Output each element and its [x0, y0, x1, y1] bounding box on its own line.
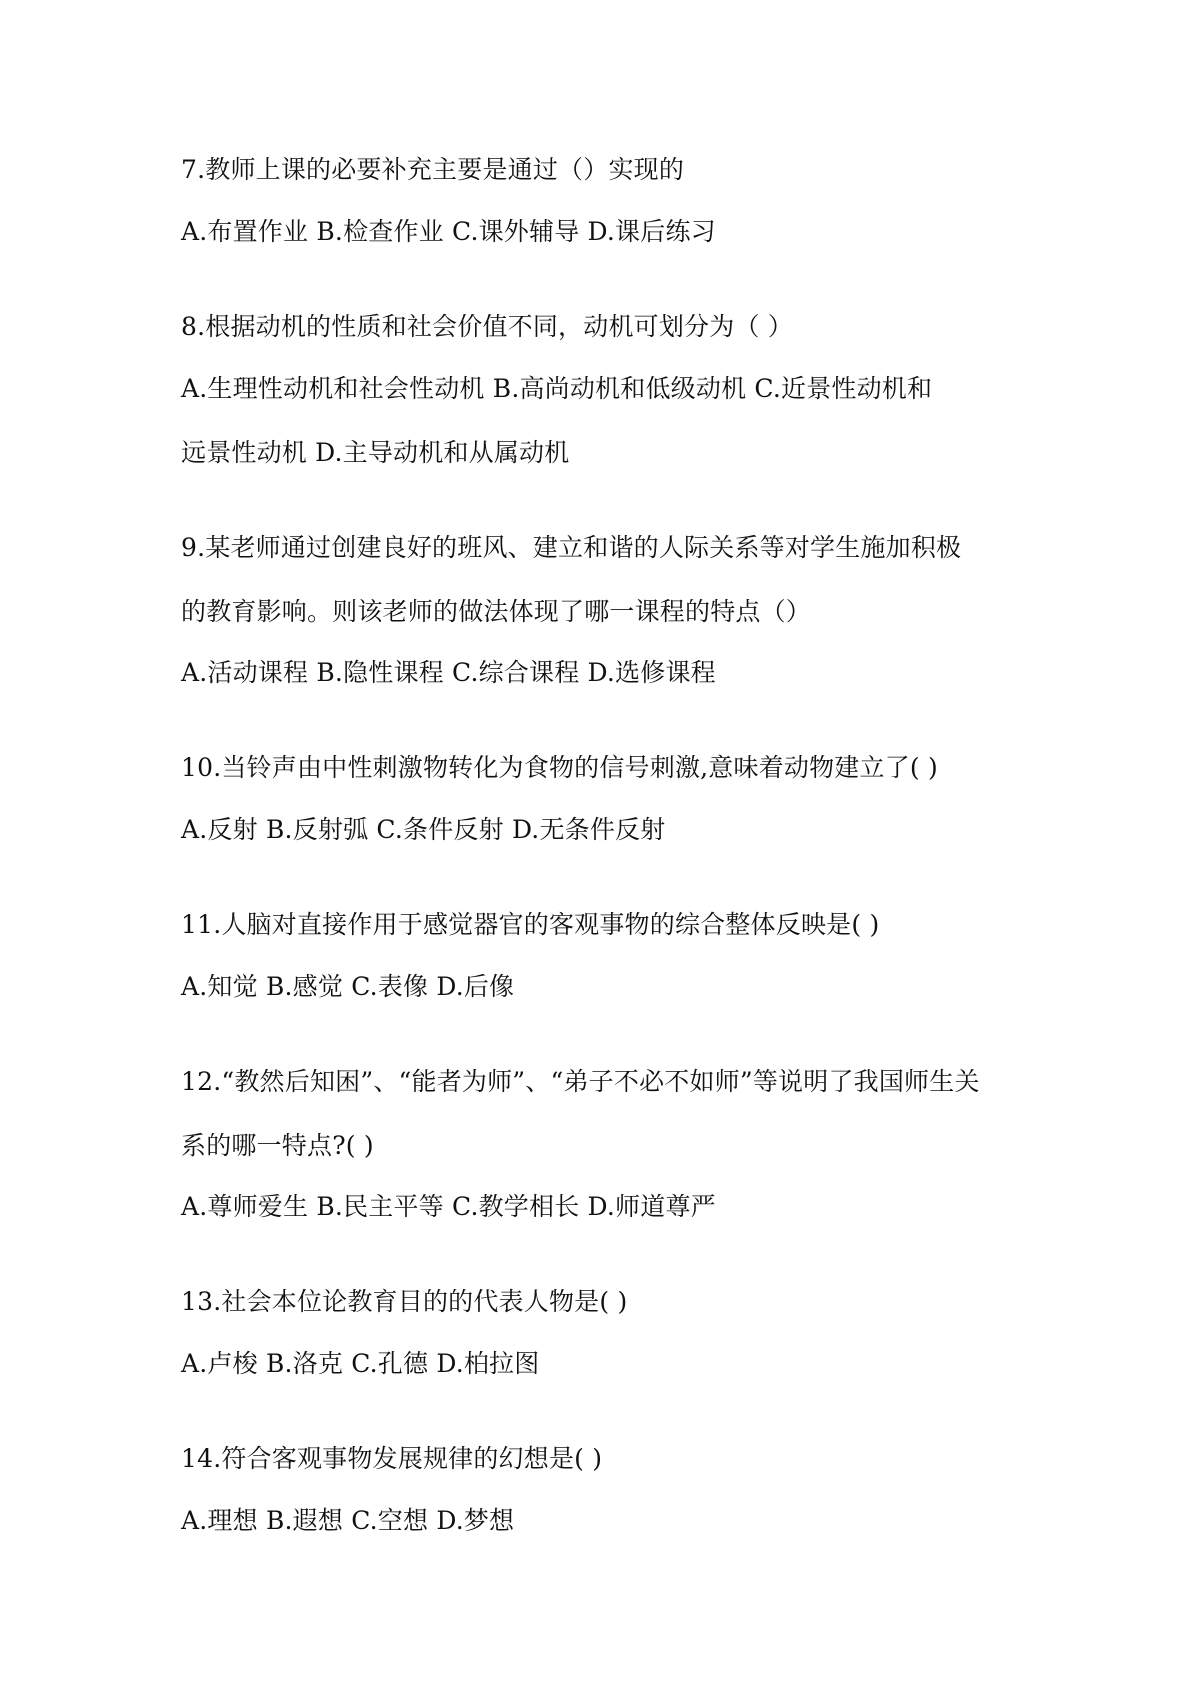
question-8-stem: 8.根据动机的性质和社会价值不同，动机可划分为（ ）: [181, 312, 794, 341]
question-12-options: A.尊师爱生 B.民主平等 C.教学相长 D.师道尊严: [181, 1192, 716, 1221]
question-11-options: A.知觉 B.感觉 C.表像 D.后像: [181, 972, 515, 1001]
question-14-stem: 14.符合客观事物发展规律的幻想是( ): [181, 1444, 603, 1473]
question-12-stem-continued: 系的哪一特点?( ): [181, 1131, 374, 1160]
question-8-options: A.生理性动机和社会性动机 B.高尚动机和低级动机 C.近景性动机和: [181, 374, 933, 403]
question-7-stem: 7.教师上课的必要补充主要是通过（）实现的: [181, 155, 685, 184]
question-12-stem: 12.“教然后知困”、“能者为师”、“弟子不必不如师”等说明了我国师生关: [181, 1067, 980, 1096]
question-10-stem: 10.当铃声由中性刺激物转化为食物的信号刺激,意味着动物建立了( ): [181, 753, 938, 782]
question-13-stem: 13.社会本位论教育目的的代表人物是( ): [181, 1287, 628, 1316]
question-9-stem: 9.某老师通过创建良好的班风、建立和谐的人际关系等对学生施加积极: [181, 533, 962, 562]
question-9-stem-continued: 的教育影响。则该老师的做法体现了哪一课程的特点（）: [181, 597, 812, 626]
question-11-stem: 11.人脑对直接作用于感觉器官的客观事物的综合整体反映是( ): [181, 910, 880, 939]
question-14-options: A.理想 B.遐想 C.空想 D.梦想: [181, 1506, 515, 1535]
question-8-options-continued: 远景性动机 D.主导动机和从属动机: [181, 438, 570, 467]
question-7-options: A.布置作业 B.检查作业 C.课外辅导 D.课后练习: [181, 217, 716, 246]
question-13-options: A.卢梭 B.洛克 C.孔德 D.柏拉图: [181, 1349, 540, 1378]
question-10-options: A.反射 B.反射弧 C.条件反射 D.无条件反射: [181, 815, 666, 844]
question-9-options: A.活动课程 B.隐性课程 C.综合课程 D.选修课程: [181, 658, 716, 687]
